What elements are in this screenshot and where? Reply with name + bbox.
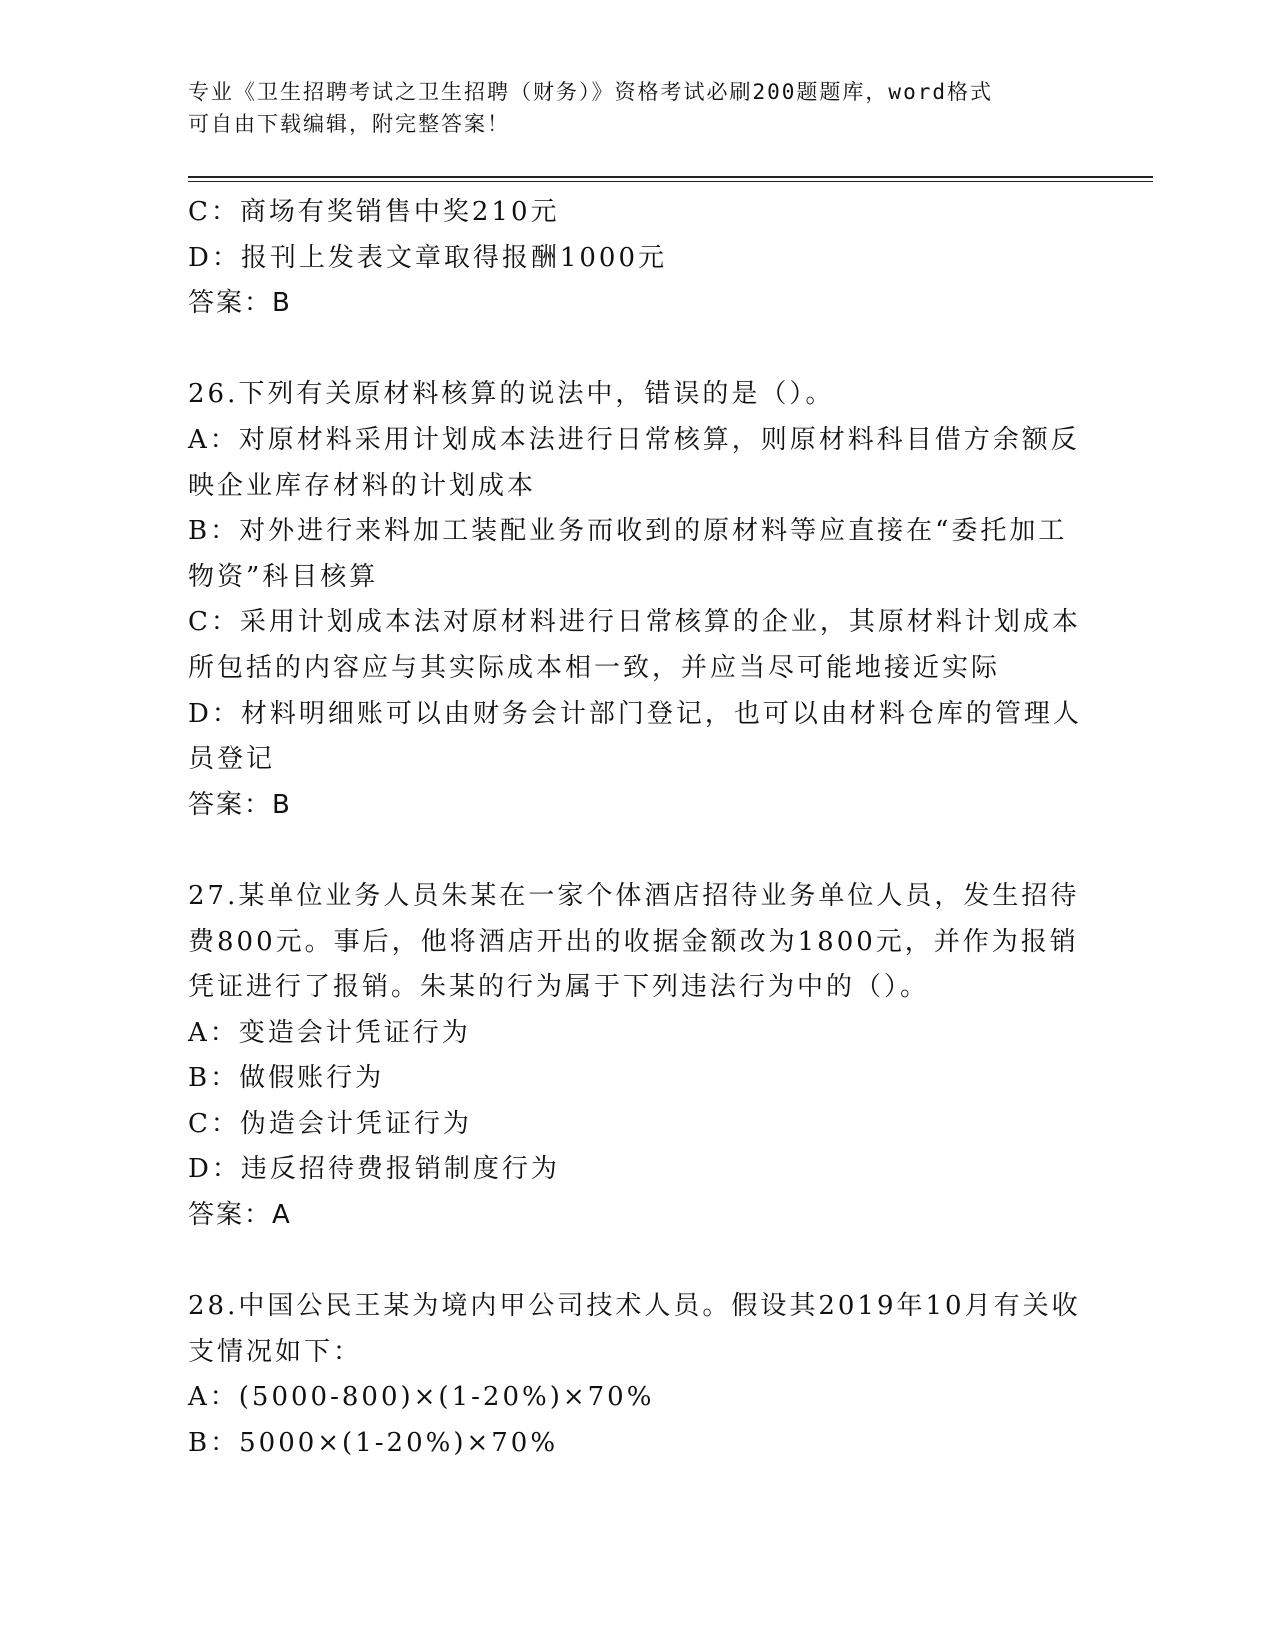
question-stem: 28.中国公民王某为境内甲公司技术人员。假设其2019年10月有关收: [188, 1291, 1081, 1322]
option-b-cont: 物资”科目核算: [188, 561, 379, 592]
question-28: [188, 1284, 1088, 1466]
option-c-cont: 所包括的内容应与其实际成本相一致，并应当尽可能地接近实际: [188, 652, 1001, 683]
option-d: D：违反招待费报销制度行为: [188, 1154, 560, 1185]
option-d: D：报刊上发表文章取得报酬1000元: [188, 242, 668, 273]
question-27: [188, 874, 1088, 1239]
option-a: A：对原材料采用计划成本法进行日常核算，则原材料科目借方余额反: [188, 424, 1080, 455]
answer: 答案：B: [188, 789, 292, 820]
header-line-1: 专业《卫生招聘考试之卫生招聘（财务）》资格考试必刷200题题库，word格式: [188, 80, 993, 104]
header-rule-thick: [188, 176, 1153, 178]
option-c: C：伪造会计凭证行为: [188, 1108, 472, 1139]
document-body: [188, 190, 1088, 1467]
option-c: C：采用计划成本法对原材料进行日常核算的企业，其原材料计划成本: [188, 607, 1081, 638]
question-26: [188, 372, 1088, 828]
question-stem: 27.某单位业务人员朱某在一家个体酒店招待业务单位人员，发生招待: [188, 880, 1080, 911]
document-header: [188, 76, 1088, 140]
question-stem-cont: 支情况如下：: [188, 1336, 363, 1367]
question-stem: 26.下列有关原材料核算的说法中，错误的是（）。: [188, 379, 835, 410]
answer: 答案：B: [188, 288, 292, 319]
header-line-2: 可自由下载编辑，附完整答案！: [188, 112, 510, 136]
question-stem-cont: 费800元。事后，他将酒店开出的收据金额改为1800元，并作为报销: [188, 926, 1079, 957]
spacer: [188, 828, 1088, 874]
option-d: D：材料明细账可以由财务会计部门登记，也可以由材料仓库的管理人: [188, 698, 1082, 729]
option-a: A：(5000-800)×(1-20%)×70%: [188, 1382, 655, 1413]
answer: 答案：A: [188, 1200, 292, 1231]
question-25: [188, 190, 1088, 327]
option-a-cont: 映企业库存材料的计划成本: [188, 470, 537, 501]
question-stem-cont: 凭证进行了报销。朱某的行为属于下列违法行为中的（）。: [188, 972, 930, 1003]
header-rule-thin: [188, 181, 1153, 182]
option-c: C：商场有奖销售中奖210元: [188, 197, 560, 227]
spacer: [188, 1239, 1088, 1285]
option-b: B：做假账行为: [188, 1063, 385, 1094]
option-a: A：变造会计凭证行为: [188, 1017, 471, 1048]
option-b: B：5000×(1-20%)×70%: [188, 1428, 559, 1459]
option-b: B：对外进行来料加工装配业务而收到的原材料等应直接在“委托加工: [188, 516, 1068, 547]
spacer: [188, 327, 1088, 373]
option-d-cont: 员登记: [188, 744, 276, 775]
